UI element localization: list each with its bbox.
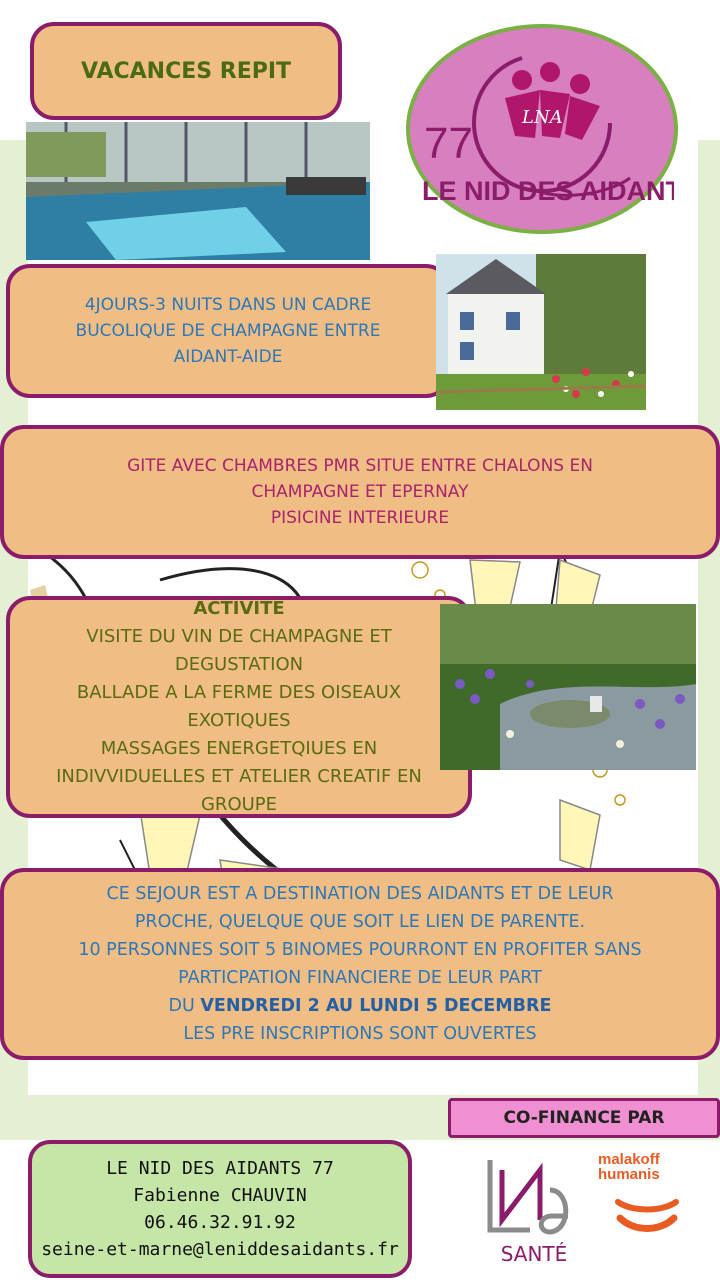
house-photo bbox=[436, 254, 646, 410]
logo-name: LE NID DES AIDANTS bbox=[422, 176, 674, 206]
activite-line: INDIVVIDUELLES ET ATELIER CREATIF EN bbox=[56, 766, 422, 787]
sejour-box bbox=[0, 868, 720, 1060]
stay-line: 4JOURS-3 NUITS DANS UN CADRE bbox=[84, 295, 372, 315]
logo-number: 77 bbox=[424, 119, 473, 168]
stay-box bbox=[6, 264, 450, 398]
activite-line: EXOTIQUES bbox=[187, 710, 291, 731]
contact-org: LE NID DES AIDANTS 77 bbox=[106, 1158, 334, 1179]
contact-box bbox=[28, 1140, 412, 1278]
title-box bbox=[30, 22, 342, 120]
gite-line: CHAMPAGNE ET EPERNAY bbox=[251, 482, 469, 502]
sejour-dates-line bbox=[169, 992, 552, 1020]
cofinance-label bbox=[448, 1098, 720, 1138]
le-nid-des-aidants-logo bbox=[406, 24, 678, 234]
cofinance-text: CO-FINANCE PAR bbox=[503, 1108, 665, 1128]
lna-sante-text: SANTÉ bbox=[500, 1242, 568, 1266]
logo-letters: LNA bbox=[522, 107, 563, 128]
stay-line: BUCOLIQUE DE CHAMPAGNE ENTRE bbox=[75, 321, 381, 341]
gite-line: GITE AVEC CHAMBRES PMR SITUE ENTRE CHALONS EN bbox=[127, 456, 593, 476]
dates: VENDREDI 2 AU LUNDI 5 DECEMBRE bbox=[200, 996, 552, 1016]
malakoff-line2: humanis bbox=[598, 1166, 660, 1183]
gite-line: PISICINE INTERIEURE bbox=[270, 508, 450, 528]
malakoff-line1: malakoff bbox=[598, 1151, 660, 1168]
contact-email[interactable]: seine-et-marne@leniddesaidants.fr bbox=[41, 1239, 399, 1260]
malakoff-smile-icon bbox=[612, 1196, 682, 1240]
sejour-line: 10 PERSONNES SOIT 5 BINOMES POURRONT EN PROFITER SANS bbox=[78, 940, 642, 960]
pool-photo bbox=[26, 122, 370, 260]
activite-line: VISITE DU VIN DE CHAMPAGNE ET bbox=[86, 626, 392, 647]
dates-prefix: DU bbox=[168, 996, 201, 1016]
activite-line: BALLADE A LA FERME DES OISEAUX bbox=[76, 682, 402, 703]
gite-box bbox=[0, 425, 720, 559]
sejour-line: PROCHE, QUELQUE QUE SOIT LE LIEN DE PARENTE. bbox=[134, 912, 586, 932]
sejour-line: CE SEJOUR EST A DESTINATION DES AIDANTS ET DE LEUR bbox=[106, 884, 614, 904]
stay-line: AIDANT-AIDE bbox=[173, 347, 283, 367]
malakoff-humanis-logo bbox=[598, 1152, 698, 1182]
activite-line: MASSAGES ENERGETQIUES EN bbox=[100, 738, 378, 759]
contact-person: Fabienne CHAUVIN bbox=[133, 1185, 307, 1206]
page-title: VACANCES REPIT bbox=[80, 58, 292, 84]
sejour-line: PARTICPATION FINANCIERE DE LEUR PART bbox=[178, 968, 542, 988]
activite-box bbox=[6, 596, 472, 818]
sejour-line: LES PRE INSCRIPTIONS SONT OUVERTES bbox=[183, 1024, 537, 1044]
activite-line: DEGUSTATION bbox=[174, 654, 304, 675]
activite-title: ACTIVITE bbox=[193, 598, 285, 619]
activite-line: GROUPE bbox=[200, 794, 278, 815]
garden-photo bbox=[440, 604, 696, 770]
contact-phone[interactable]: 06.46.32.91.92 bbox=[144, 1212, 296, 1233]
